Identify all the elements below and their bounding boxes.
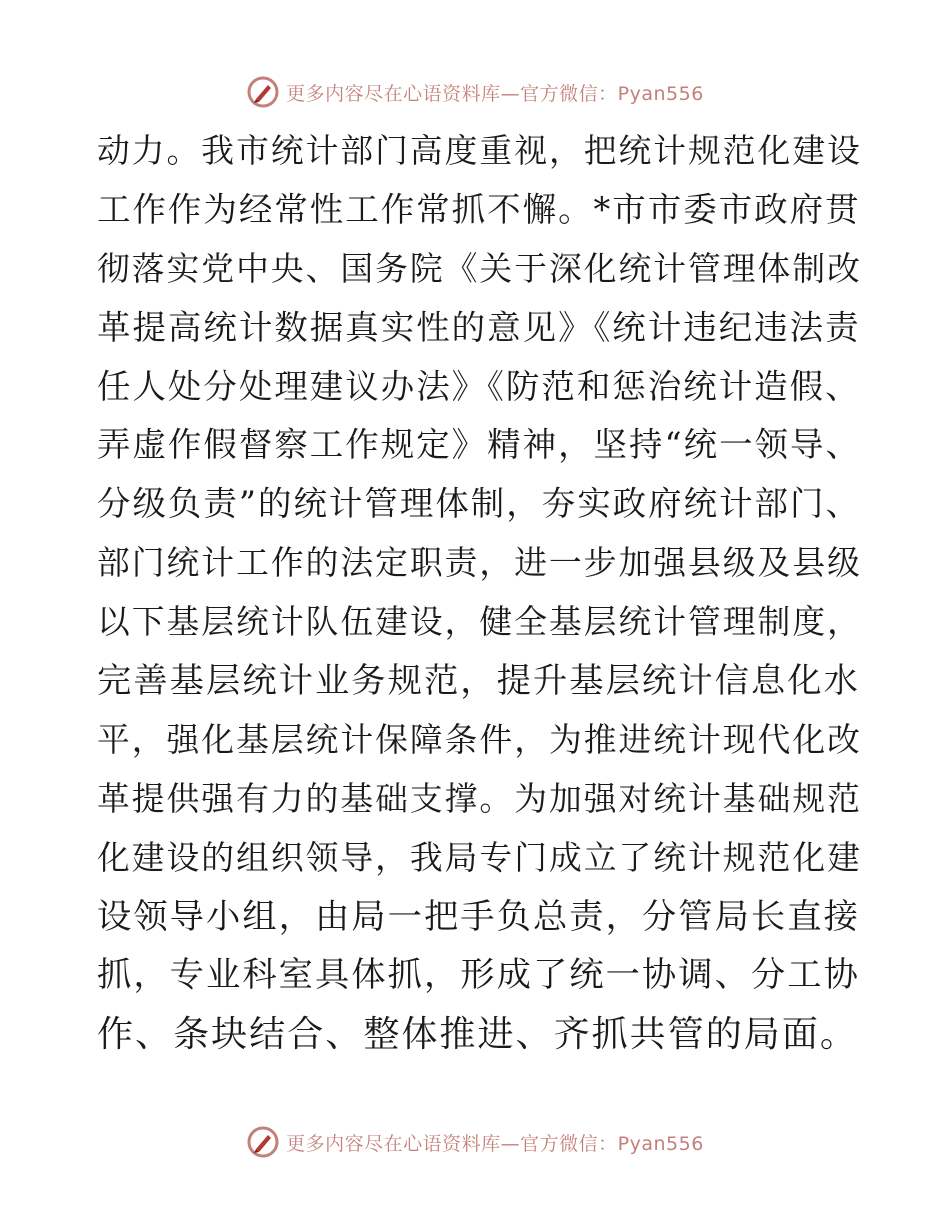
text-line: 动力。我市统计部门高度重视，把统计规范化建设 bbox=[97, 132, 862, 170]
text-line: 革提供强有力的基础支撑。为加强对统计基础规范 bbox=[97, 779, 862, 818]
text-line: 完善基层统计业务规范，提升基层统计信息化水 bbox=[97, 661, 860, 702]
text-line: 化建设的组织领导，我局专门成立了统计规范化建 bbox=[97, 838, 862, 877]
watermark-text: 更多内容尽在心语资料库—官方微信：Pyan556 bbox=[286, 82, 704, 105]
text-line: 革提高统计数据真实性的意见》《统计违纪违法责 bbox=[97, 307, 861, 347]
header-watermark bbox=[0, 72, 950, 112]
text-line: 工作作为经常性工作常抓不懈。*市市委市政府贯 bbox=[97, 189, 861, 229]
text-line: 设领导小组，由局一把手负总责，分管局长直接 bbox=[97, 896, 860, 937]
watermark-text: 更多内容尽在心语资料库—官方微信：Pyan556 bbox=[286, 1132, 704, 1155]
text-line: 抓，专业科室具体抓，形成了统一协调、分工协 bbox=[97, 955, 860, 996]
pen-logo-icon bbox=[246, 1125, 280, 1159]
pen-logo-icon bbox=[246, 75, 280, 109]
text-line: 分级负责”的统计管理体制，夯实政府统计部门、 bbox=[97, 484, 861, 524]
text-line: 平，强化基层统计保障条件，为推进统计现代化改 bbox=[97, 720, 862, 759]
text-line: 彻落实党中央、国务院《关于深化统计管理体制改 bbox=[97, 249, 862, 288]
text-line: 任人处分处理建议办法》《防范和惩治统计造假、 bbox=[97, 366, 861, 406]
text-line: 部门统计工作的法定职责，进一步加强县级及县级 bbox=[97, 544, 862, 583]
text-line: 弄虚作假督察工作规定》精神，坚持“统一领导、 bbox=[97, 425, 861, 465]
footer-watermark bbox=[0, 1122, 950, 1162]
text-line: 作、条块结合、整体推进、齐抓共管的局面。 bbox=[97, 1013, 858, 1056]
text-line: 以下基层统计队伍建设，健全基层统计管理制度， bbox=[97, 603, 862, 642]
document-body bbox=[97, 122, 862, 1064]
